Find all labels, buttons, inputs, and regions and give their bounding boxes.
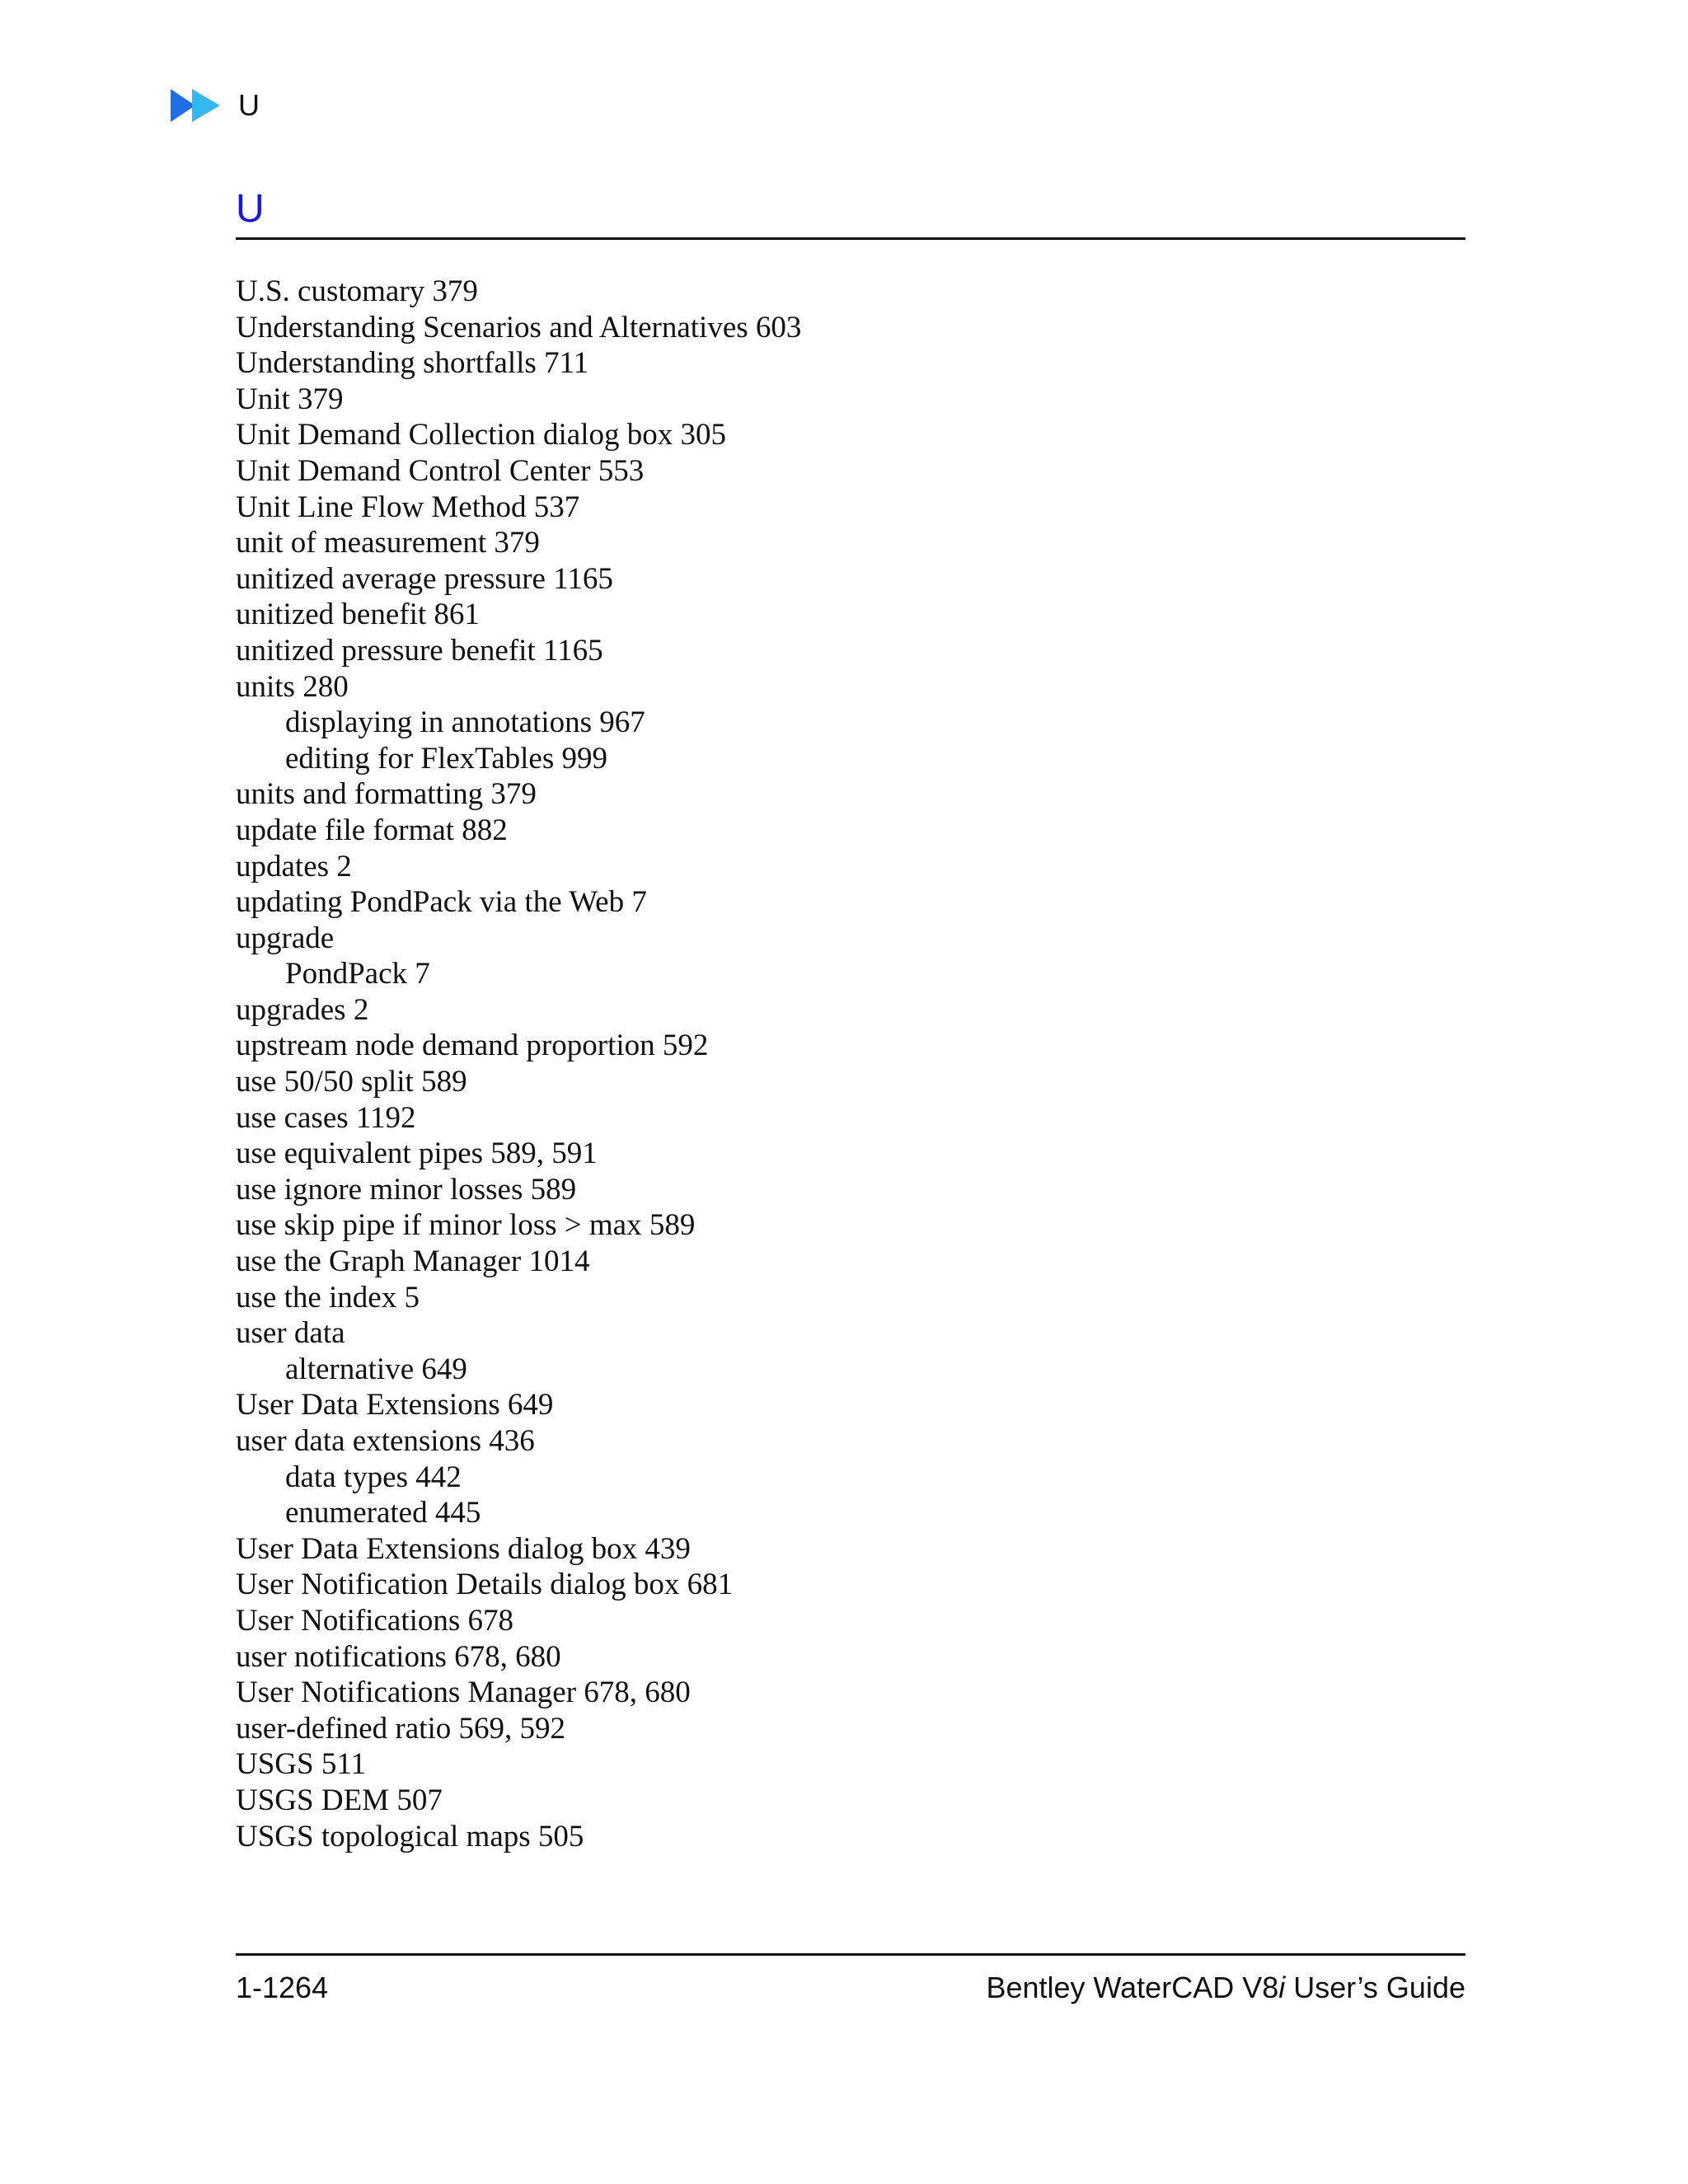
index-entry: unitized average pressure 1165 <box>236 561 613 596</box>
index-entry: use the Graph Manager 1014 <box>236 1244 590 1279</box>
index-subentry: alternative 649 <box>285 1352 467 1386</box>
index-entry: upstream node demand proportion 592 <box>236 1029 709 1063</box>
index-entry-list <box>236 274 1465 1854</box>
page-footer <box>236 1970 1465 2006</box>
index-entry: use ignore minor losses 589 <box>236 1172 577 1207</box>
guide-title-suffix: User’s Guide <box>1285 1971 1465 2004</box>
index-entry: use the index 5 <box>236 1280 420 1315</box>
guide-title-prefix: Bentley WaterCAD V8 <box>986 1971 1279 2004</box>
section-heading: U <box>236 187 265 231</box>
index-entry: units 280 <box>236 669 349 704</box>
index-entry: Unit Line Flow Method 537 <box>236 490 580 524</box>
index-entry: User Notifications 678 <box>236 1603 514 1638</box>
index-entry: updating PondPack via the Web 7 <box>236 885 647 920</box>
index-entry: updates 2 <box>236 849 352 883</box>
index-entry: update file format 882 <box>236 813 508 847</box>
index-entry: upgrade <box>236 921 335 955</box>
index-entry: unit of measurement 379 <box>236 526 540 560</box>
index-entry: User Data Extensions dialog box 439 <box>236 1531 691 1566</box>
double-arrow-icon[interactable] <box>169 86 222 125</box>
footer-rule <box>236 1953 1465 1956</box>
index-entry: user notifications 678, 680 <box>236 1639 561 1674</box>
index-entry: Unit Demand Control Center 553 <box>236 453 645 488</box>
index-entry: user-defined ratio 569, 592 <box>236 1711 565 1746</box>
index-entry: use skip pipe if minor loss > max 589 <box>236 1208 696 1243</box>
header-section-letter: U <box>238 88 260 122</box>
index-subentry: PondPack 7 <box>285 957 430 991</box>
index-entry: USGS topological maps 505 <box>236 1819 584 1854</box>
index-entry: unitized pressure benefit 1165 <box>236 633 603 668</box>
index-entry: User Notification Details dialog box 681 <box>236 1568 734 1602</box>
index-entry: unitized benefit 861 <box>236 598 480 632</box>
index-entry: User Notifications Manager 678, 680 <box>236 1675 691 1710</box>
guide-title <box>986 1970 1465 2006</box>
index-subentry: displaying in annotations 967 <box>285 705 645 740</box>
index-entry: Understanding Scenarios and Alternatives 603 <box>236 310 802 344</box>
index-entry: Unit 379 <box>236 382 344 416</box>
index-entry: use equivalent pipes 589, 591 <box>236 1137 598 1171</box>
index-entry: user data <box>236 1316 345 1351</box>
index-subentry: data types 442 <box>285 1460 462 1494</box>
index-entry: units and formatting 379 <box>236 777 537 812</box>
index-subentry: editing for FlexTables 999 <box>285 741 607 776</box>
guide-title-italic: i <box>1278 1971 1286 2004</box>
heading-rule <box>236 237 1465 240</box>
index-entry: USGS DEM 507 <box>236 1783 443 1817</box>
index-entry: use 50/50 split 589 <box>236 1065 467 1099</box>
index-entry: use cases 1192 <box>236 1100 416 1135</box>
index-entry: USGS 511 <box>236 1747 366 1782</box>
index-entry: Unit Demand Collection dialog box 305 <box>236 418 726 452</box>
index-entry: User Data Extensions 649 <box>236 1388 554 1422</box>
index-subentry: enumerated 445 <box>285 1496 481 1530</box>
index-entry: U.S. customary 379 <box>236 274 478 308</box>
page-number: 1-1264 <box>236 1971 329 2004</box>
header-nav <box>169 86 260 125</box>
index-entry: upgrades 2 <box>236 992 369 1027</box>
index-entry: user data extensions 436 <box>236 1424 535 1458</box>
index-entry: Understanding shortfalls 711 <box>236 346 589 381</box>
